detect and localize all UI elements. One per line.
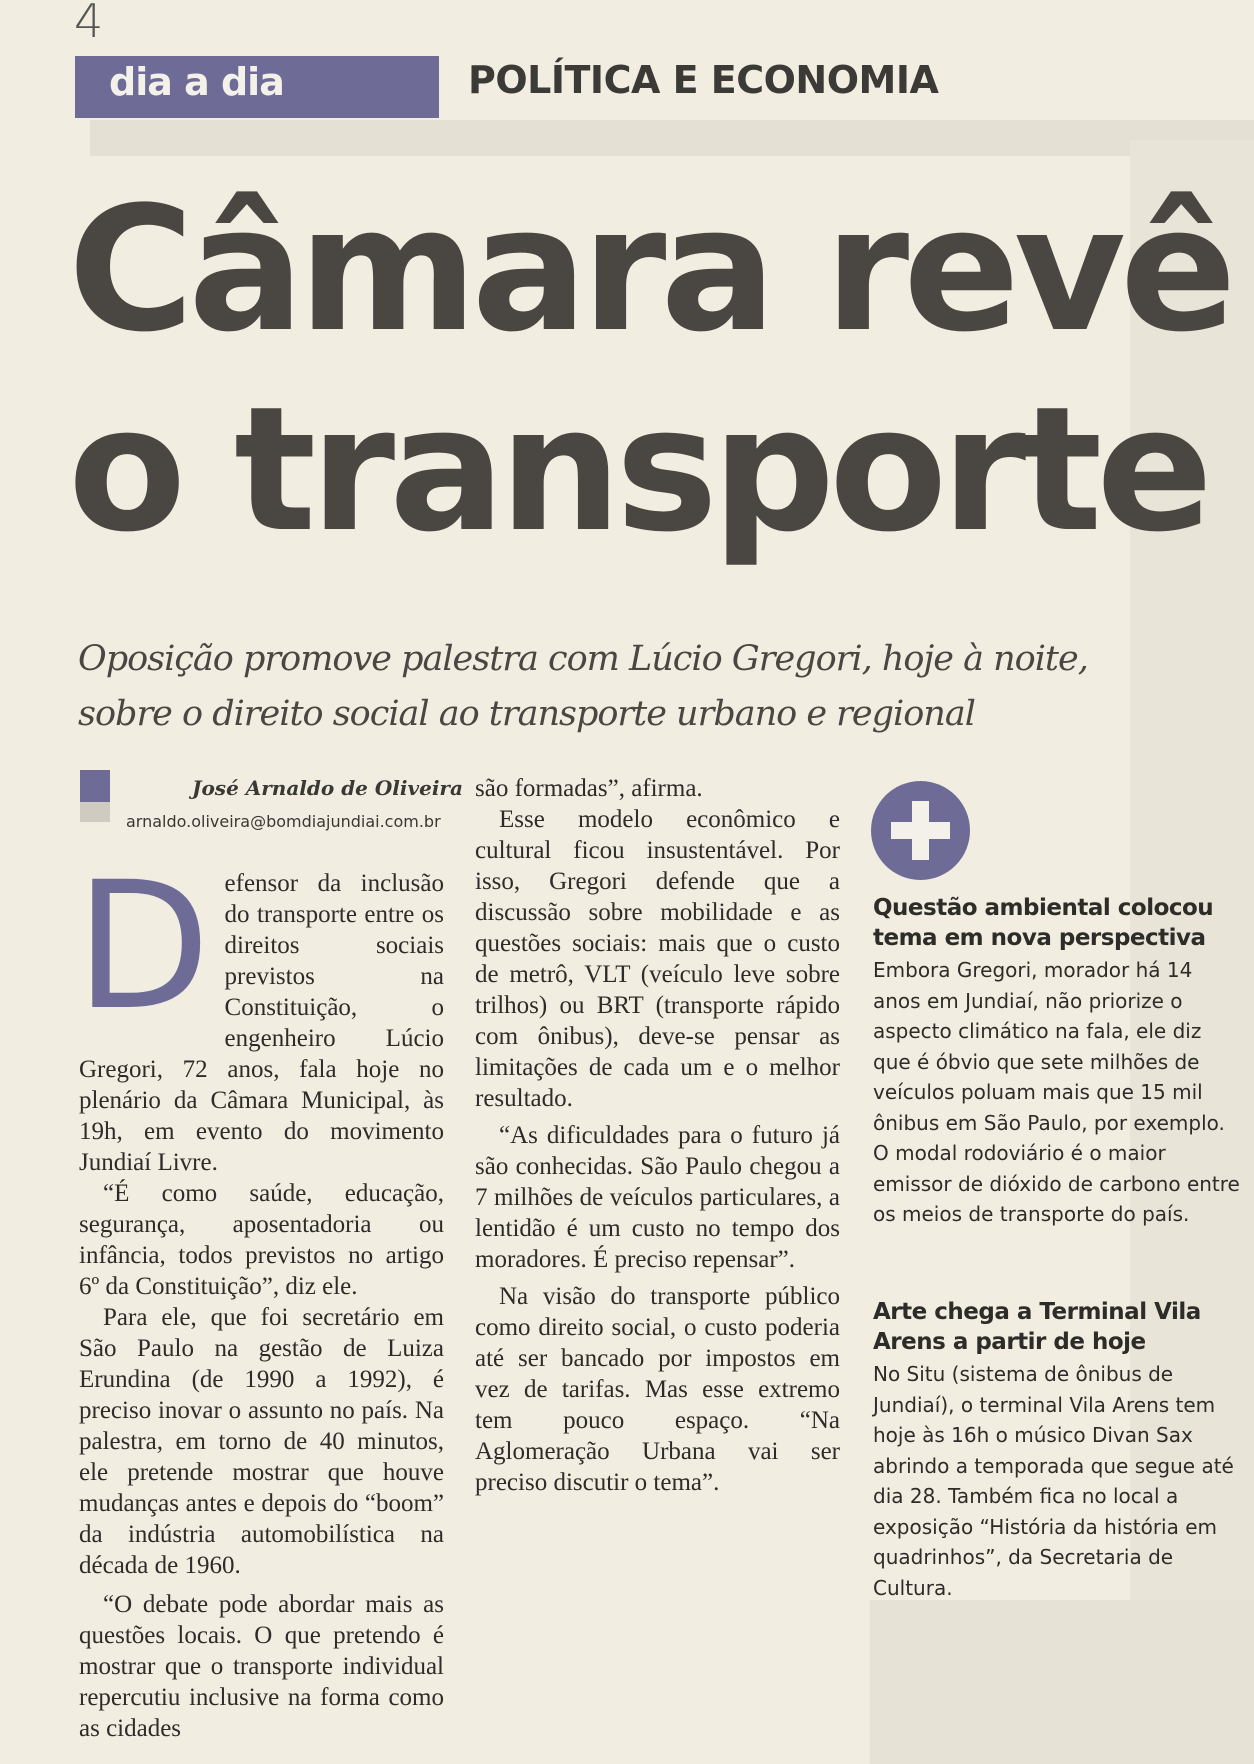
drop-cap: D [75, 844, 211, 1049]
sidebar-text-1: Embora Gregori, morador há 14 anos em Jundiaí, não priorize o aspecto climático na fala, ele diz que é óbvio que sete milhões de veículos poluam mais que 15 mil ônibus em São Paulo, por exemplo. O modal rodoviário é o maior emissor de dióxido de carbono entre os meios de transporte do país. [873, 958, 1240, 1226]
sidebar-title-1: Questão ambiental colocou tema em nova perspectiva [873, 895, 1214, 951]
subtitle-line-2: sobre o direito social ao transporte urbano e regional [78, 694, 975, 734]
article-paragraph: “O debate pode abordar mais as questões locais. O que pretendo é mostrar que o transporte individual repercutiu inclusive na forma como as cidades [79, 1591, 444, 1742]
sidebar-title-2: Arte chega a Terminal Vila Arens a partir de hoje [873, 1299, 1201, 1355]
headline [68, 170, 1248, 570]
page-number: 4 [74, 0, 104, 48]
subtitle-line-1: Oposição promove palestra com Lúcio Gregori, hoje à noite, [78, 639, 1088, 679]
sidebar-text-2: No Situ (sistema de ônibus de Jundiaí), o terminal Vila Arens tem hoje às 16h o músico Divan Sax abrindo a temporada que segue até dia 28. Também fica no local a exposição “História da história em quadrinhos”, da Secretaria de Cultura. [873, 1362, 1234, 1600]
article-column-2 [475, 773, 840, 1498]
section-tag [75, 56, 439, 118]
author-email: arnaldo.oliveira@bomdiajundiai.com.br [126, 812, 441, 831]
article-paragraph: efensor da inclusão do transporte entre os direitos sociais previstos na Constituição, o engenheiro Lúcio Gregori, 72 anos, fala hoje no plenário da Câmara Municipal, às 19h, em evento do movimento Jundiaí Livre. [79, 870, 444, 1176]
headline-line-2: o transporte [68, 369, 1207, 570]
article-column-1 [75, 844, 444, 1744]
article-paragraph: Esse modelo econômico e cultural ficou insustentável. Por isso, Gregori defende que a discussão sobre mobilidade e as questões sociais: mais que o custo de metrô, VLT (veículo leve sobre trilhos) ou BRT (transporte rápido com ônibus), deve-se pensar as limitações de cada um e o melhor resultado. [475, 806, 840, 1112]
plus-icon [871, 781, 970, 880]
subtitle [78, 632, 1238, 742]
byline-marker-shade [80, 802, 110, 822]
author-name: José Arnaldo de Oliveira [192, 776, 463, 800]
byline-marker [80, 770, 110, 802]
article-paragraph: “É como saúde, educação, segurança, aposentadoria ou infância, todos previstos no artigo 6º da Constituição”, diz ele. [79, 1180, 444, 1300]
headline-line-1: Câmara revê [68, 169, 1231, 370]
section-name: POLÍTICA E ECONOMIA [468, 58, 939, 102]
article-paragraph: “As dificuldades para o futuro já são conhecidas. São Paulo chegou a 7 milhões de veículos particulares, a lentidão é um custo no tempo dos moradores. É preciso repensar”. [475, 1122, 840, 1273]
article-paragraph: Para ele, que foi secretário em São Paulo na gestão de Luiza Erundina (de 1990 a 1992), é preciso inovar o assunto no país. Na palestra, em torno de 40 minutos, ele pretende mostrar que houve mudanças antes e depois do “boom” da indústria automobilística na década de 1960. [79, 1304, 444, 1579]
article-paragraph: são formadas”, afirma. [475, 775, 703, 802]
article-paragraph: Na visão do transporte público como direito social, o custo poderia até ser bancado por impostos em vez de tarifas. Mas esse extremo tem pouco espaço. “Na Aglomeração Urbana vai ser preciso discutir o tema”. [475, 1283, 840, 1496]
section-tag-label: dia a dia [109, 60, 284, 104]
